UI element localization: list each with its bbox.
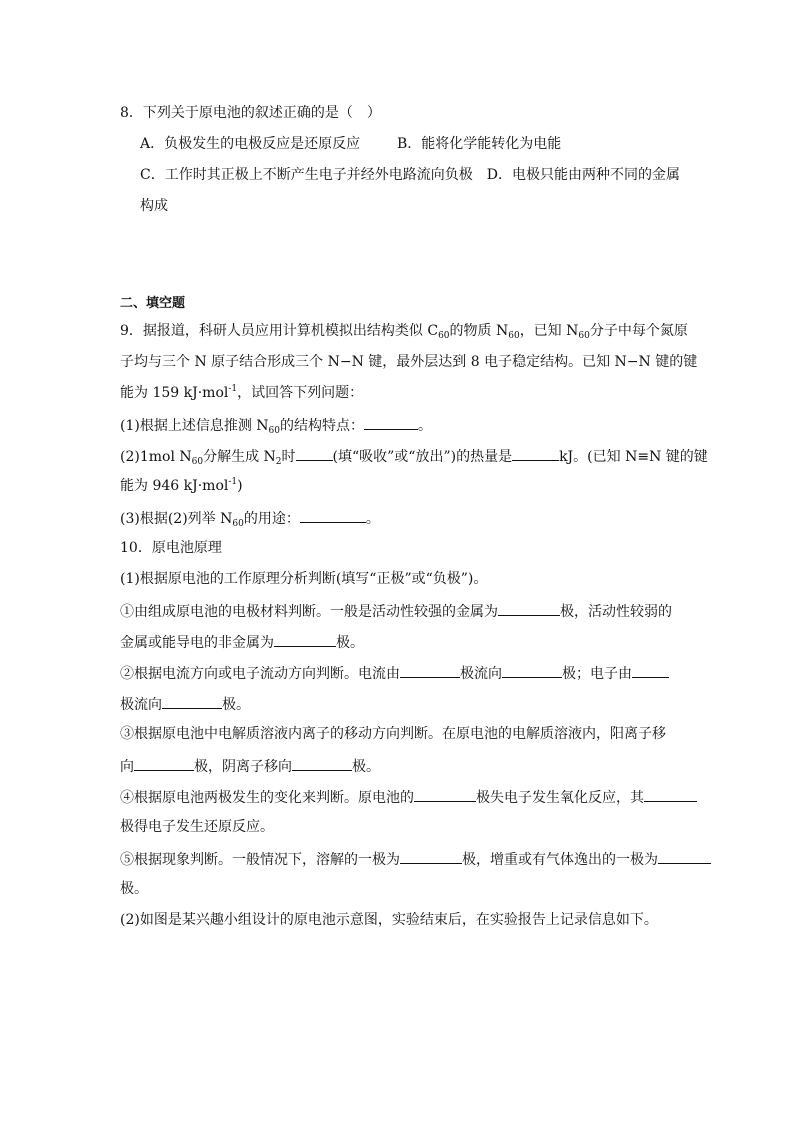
q10-item-5: ⑤根据现象判断。一般情况下，溶解的一极为 极，增重或有气体逸出的一极为 — [120, 848, 675, 868]
q8-options-ab — [140, 134, 680, 154]
q9-line-3: 能为 159 kJ·mol$^{-1}$，试回答下列问题： — [120, 384, 364, 401]
q8-option-b: B．能将化学能转化为电能 — [397, 136, 562, 152]
answer-blank[interactable] — [134, 755, 194, 771]
q10-item-2-continued: 极流向 极。 — [120, 693, 675, 713]
answer-blank[interactable] — [274, 631, 336, 647]
answer-blank[interactable] — [162, 693, 222, 709]
q8-options-cd — [140, 165, 680, 185]
answer-blank[interactable] — [512, 445, 559, 461]
answer-blank[interactable] — [502, 662, 562, 678]
section-title: 二、填空题 — [120, 296, 186, 311]
q10-item-1-continued: 金属或能导电的非金属为 极。 — [120, 631, 675, 651]
q9-line-1: 9．据报道，科研人员应用计算机模拟出结构类似 $C_{60}$的物质 $N_{60}$，已知 $N_{60}$分子中每个氮原 — [120, 323, 688, 341]
q10-title: 10．原电池原理 — [120, 540, 222, 556]
q10-item-4-continued: 极得电子发生还原反应。 — [120, 819, 274, 835]
q10-item-5-continued: 极。 — [120, 881, 148, 897]
answer-blank[interactable] — [632, 662, 669, 678]
q8-option-d: D．电极只能由两种不同的金属 — [486, 167, 680, 183]
answer-blank[interactable] — [498, 600, 560, 616]
q9-part-3: (3)根据(2)列举 $N_{60}$的用途： 。 — [120, 507, 675, 527]
answer-blank[interactable] — [292, 755, 352, 771]
q10-item-4: ④根据原电池两极发生的变化来判断。原电池的 极失电子发生氧化反应，其 — [120, 786, 675, 806]
q10-part-2: (2)如图是某兴趣小组设计的原电池示意图，实验结束后，在实验报告上记录信息如下。 — [120, 912, 658, 928]
answer-blank[interactable] — [300, 507, 366, 523]
answer-blank[interactable] — [414, 786, 476, 802]
q9-part-1: (1)根据上述信息推测 $N_{60}$的结构特点： 。 — [120, 414, 675, 434]
q10-item-3: ③根据原电池中电解质溶液内离子的移动方向判断。在原电池的电解质溶液内，阳离子移 — [120, 726, 666, 742]
q10-part-1: (1)根据原电池的工作原理分析判断(填写“正极”或“负极”)。 — [120, 571, 488, 587]
q10-item-3-continued: 向 极，阴离子移向 极。 — [120, 755, 675, 775]
q10-item-2: ②根据电流方向或电子流动方向判断。电流由 极流向 极；电子由 — [120, 662, 675, 682]
answer-blank[interactable] — [364, 414, 418, 430]
answer-blank[interactable] — [400, 848, 462, 864]
answer-blank[interactable] — [400, 662, 460, 678]
answer-blank[interactable] — [658, 848, 711, 864]
q9-line-2: 子均与三个 N 原子结合形成三个 N−N 键，最外层达到 8 电子稳定结构。已知 N−N 键的键 — [120, 354, 698, 370]
answer-blank[interactable] — [296, 445, 333, 461]
q10-item-1: ①由组成原电池的电极材料判断。一般是活动性较强的金属为 极，活动性较弱的 — [120, 600, 675, 620]
q9-part-2-continued: 能为 946 kJ·mol$^{-1}$) — [120, 477, 243, 494]
q8-option-a: A．负极发生的电极反应是还原反应 — [140, 136, 361, 152]
q8-option-d-continued: 构成 — [140, 198, 168, 214]
q8-stem: 8．下列关于原电池的叙述正确的是（ ） — [120, 105, 381, 121]
answer-blank[interactable] — [644, 786, 697, 802]
q8-option-c: C．工作时其正极上不断产生电子并经外电路流向负极 — [140, 167, 473, 183]
q9-part-2: (2)1mol $N_{60}$分解生成 $N_2$时 (填“吸收”或“放出”)的热量是 kJ。(已知 N≡N 键的键 — [120, 445, 675, 465]
